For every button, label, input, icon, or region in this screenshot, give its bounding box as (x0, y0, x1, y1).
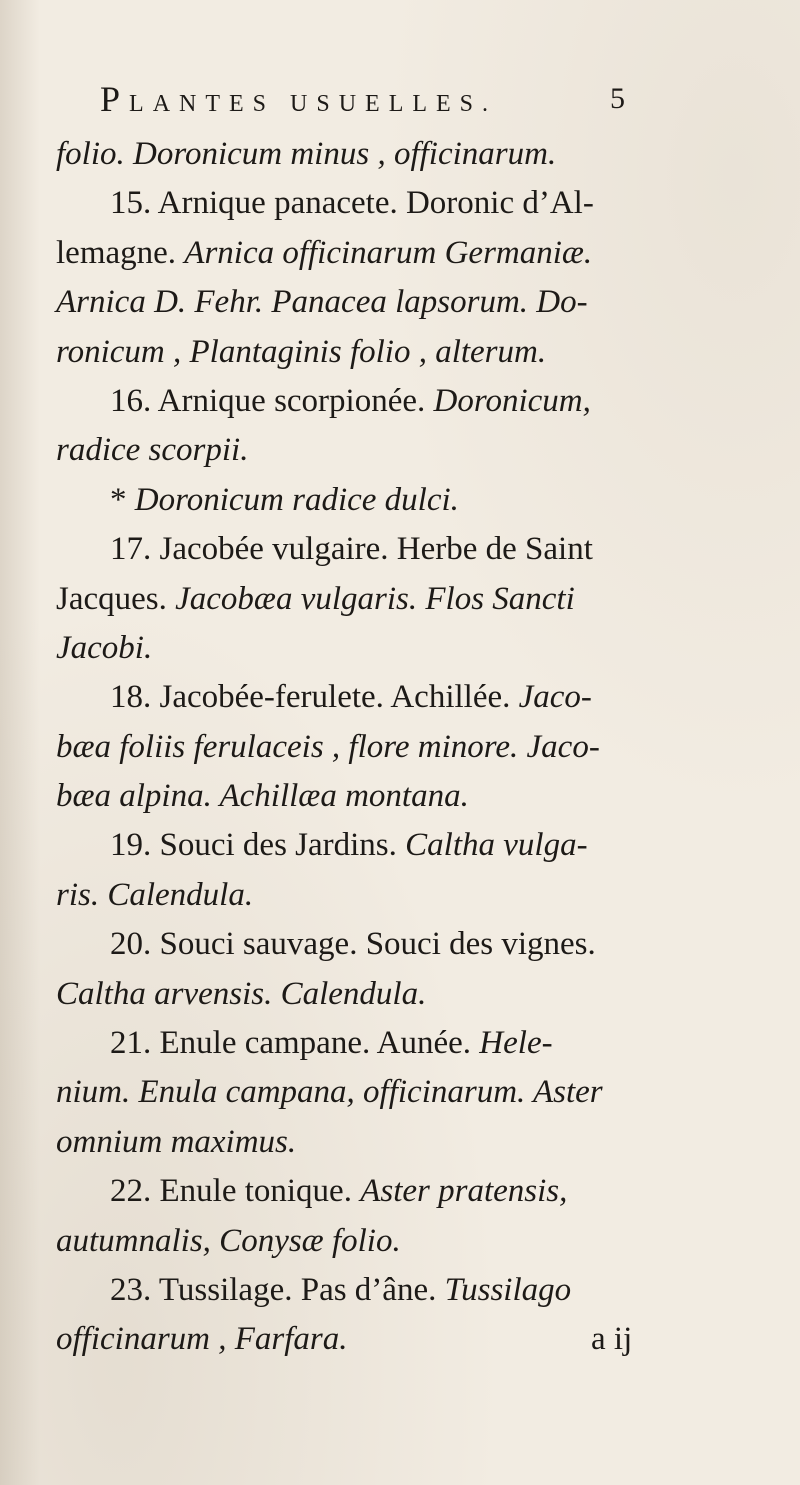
italic-text-segment: Arnica officinarum Germaniæ. (184, 234, 593, 271)
text-line (56, 328, 696, 377)
italic-text-segment: bæa foliis ferulaceis , flore minore. Jaco- (56, 728, 600, 765)
italic-text-segment: Doronicum radice dulci. (134, 481, 459, 518)
roman-text-segment: 17. Jacobée vulgaire. Herbe de Saint (110, 531, 593, 568)
italic-text-segment: bæa alpina. Achillæa montana. (56, 778, 469, 815)
text-line (56, 821, 696, 870)
text-line (56, 1068, 696, 1117)
page-body-text (56, 130, 696, 1365)
italic-text-segment: Jacobi. (56, 629, 153, 666)
text-line (56, 970, 696, 1019)
text-line (56, 1118, 696, 1167)
roman-text-segment: 22. Enule tonique. (110, 1173, 361, 1210)
text-line (56, 179, 696, 228)
text-line (56, 624, 696, 673)
text-line (56, 1167, 696, 1216)
text-line (56, 278, 696, 327)
italic-text-segment: Caltha arvensis. Calendula. (56, 975, 427, 1012)
roman-text-segment: * (110, 481, 135, 518)
roman-text-segment: 15. Arnique panacete. Doronic d’Al- (110, 185, 594, 222)
running-header (100, 78, 660, 120)
roman-text-segment: 16. Arnique scorpionée. (110, 382, 434, 419)
page-number: 5 (610, 82, 625, 115)
italic-text-segment: ris. Calendula. (56, 876, 254, 913)
text-line (56, 377, 696, 426)
text-line (56, 1266, 696, 1315)
text-line (56, 723, 696, 772)
text-line (56, 130, 696, 179)
roman-text-segment: lemagne. (56, 234, 185, 271)
roman-text-segment: 23. Tussilage. Pas d’âne. (110, 1271, 445, 1308)
text-line (56, 1019, 696, 1068)
italic-text-segment: Doronicum, (433, 382, 591, 419)
italic-text-segment: folio. Doronicum minus , officinarum. (56, 136, 557, 172)
roman-text-segment: 18. Jacobée-ferulete. Achillée. (110, 679, 519, 716)
italic-text-segment: Jaco- (518, 679, 592, 716)
italic-text-segment: Arnica D. Fehr. Panacea lapsorum. Do- (56, 284, 588, 321)
signature-mark: a ij (591, 1321, 633, 1358)
roman-text-segment: 19. Souci des Jardins. (110, 827, 406, 864)
italic-text-segment: Aster pratensis, (360, 1173, 568, 1210)
roman-text-segment: 21. Enule campane. Aunée. (110, 1025, 480, 1062)
italic-text-segment: autumnalis, Conysæ folio. (56, 1222, 401, 1259)
roman-text-segment: 20. Souci sauvage. Souci des vignes. (110, 926, 596, 963)
text-line (56, 673, 696, 722)
text-line (56, 920, 696, 969)
italic-text-segment: Caltha vulga- (405, 827, 588, 864)
text-line (56, 229, 696, 278)
italic-text-segment: ronicum , Plantaginis folio , alterum. (56, 333, 547, 370)
italic-text-segment: Jacobæa vulgaris. Flos Sancti (175, 580, 575, 617)
italic-text-segment: Tussilago (444, 1271, 572, 1308)
text-line (56, 426, 696, 475)
italic-text-segment: omnium maximus. (56, 1123, 297, 1160)
roman-text-segment: Jacques. (56, 580, 176, 617)
italic-text-segment: officinarum , Farfara. (56, 1321, 348, 1358)
italic-text-segment: Hele- (479, 1025, 553, 1062)
italic-text-segment: nium. Enula campana, officinarum. Aster (56, 1074, 603, 1111)
text-line (56, 871, 696, 920)
page-gutter-shadow (0, 0, 40, 1485)
text-line (56, 575, 696, 624)
text-line (56, 772, 696, 821)
text-line (56, 476, 696, 525)
text-line (56, 525, 696, 574)
text-line (56, 1217, 696, 1266)
running-title: PLANTES USUELLES. (100, 79, 498, 119)
text-line (56, 1315, 696, 1364)
italic-text-segment: radice scorpii. (56, 432, 249, 469)
